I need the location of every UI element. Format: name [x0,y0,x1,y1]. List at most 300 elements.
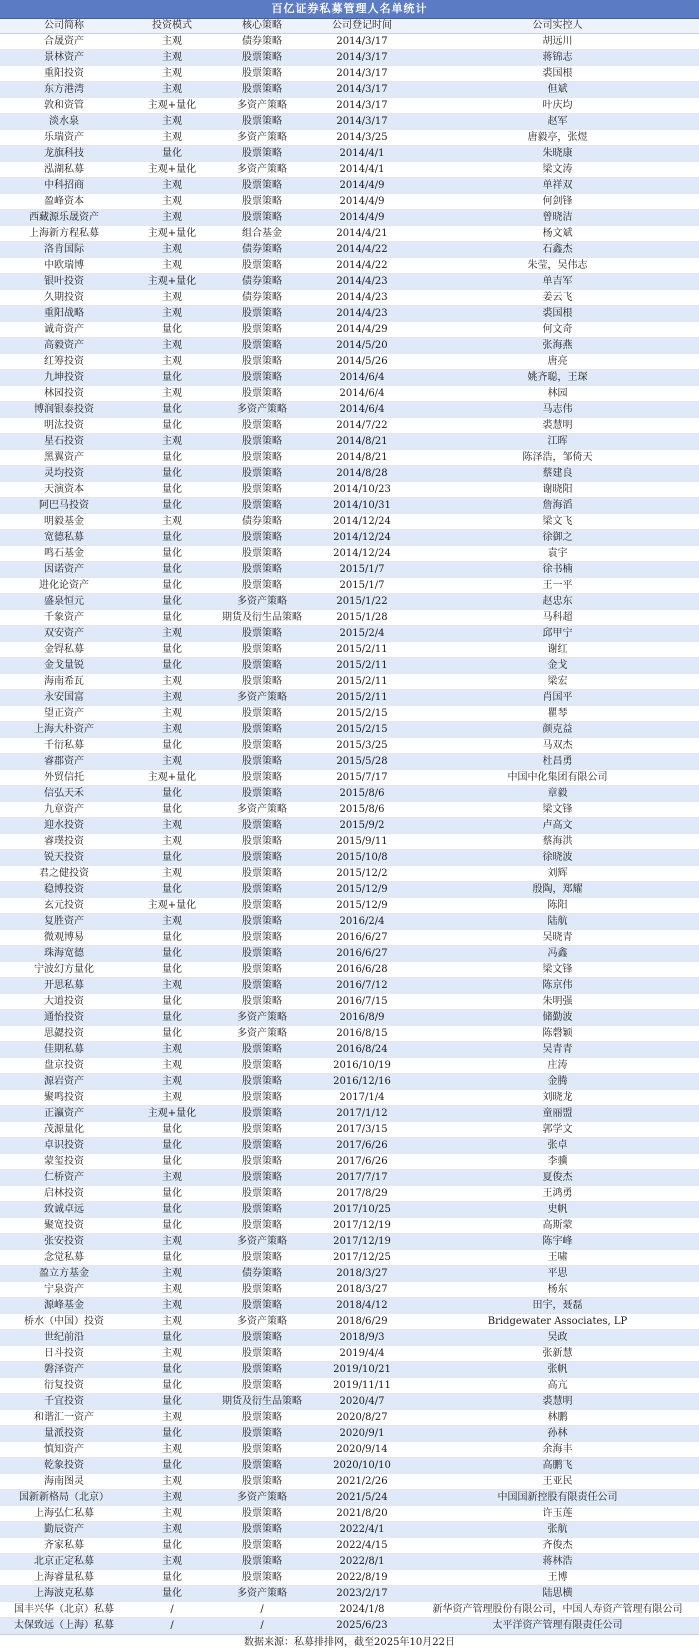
cell-controller: 余海丰 [416,1442,699,1458]
table-row [0,754,699,770]
table-row [0,1074,699,1090]
cell-company: 衍复投资 [0,1378,128,1394]
table-row [0,866,699,882]
cell-company: 乾象投资 [0,1458,128,1474]
cell-strategy: 债券策略 [216,34,308,50]
cell-mode: 主观 [128,1490,216,1506]
table-row [0,498,699,514]
table-row [0,962,699,978]
cell-controller: 王亚民 [416,1474,699,1490]
table-row [0,898,699,914]
cell-mode: 主观 [128,434,216,450]
cell-controller: 张海燕 [416,338,699,354]
table-row [0,1586,699,1602]
cell-controller: 高鹏飞 [416,1458,699,1474]
cell-mode: 量化 [128,1202,216,1218]
cell-controller: 许玉莲 [416,1506,699,1522]
cell-mode: 主观 [128,1090,216,1106]
cell-strategy: 股票策略 [216,658,308,674]
table-row [0,690,699,706]
table-row [0,130,699,146]
cell-mode: 主观 [128,258,216,274]
cell-reg-date: 2014/10/31 [308,498,416,514]
table-row [0,1010,699,1026]
cell-company: 盈立方基金 [0,1266,128,1282]
cell-company: 东方港湾 [0,82,128,98]
cell-mode: / [128,1618,216,1634]
cell-strategy: 股票策略 [216,786,308,802]
cell-controller: 肖国平 [416,690,699,706]
cell-mode: 量化 [128,1026,216,1042]
cell-controller: 中国中化集团有限公司 [416,770,699,786]
cell-controller: 陈阳 [416,898,699,914]
table-row [0,386,699,402]
cell-reg-date: 2014/6/4 [308,370,416,386]
cell-mode: 量化 [128,1154,216,1170]
cell-controller: 冯鑫 [416,946,699,962]
cell-mode: 主观 [128,1282,216,1298]
table-row [0,1234,699,1250]
cell-controller: 张航 [416,1522,699,1538]
cell-company: 聚鸣投资 [0,1090,128,1106]
cell-controller: 徐晓波 [416,850,699,866]
table-row [0,66,699,82]
cell-controller: 刘辉 [416,866,699,882]
cell-company: 九坤投资 [0,370,128,386]
cell-company: 中科招商 [0,178,128,194]
cell-reg-date: 2017/12/19 [308,1234,416,1250]
cell-company: 天演资本 [0,482,128,498]
cell-mode: 主观 [128,1410,216,1426]
table-row [0,1330,699,1346]
cell-company: 因诺资产 [0,562,128,578]
col-header-reg-date: 公司登记时间 [308,19,416,34]
cell-controller: 郭学文 [416,1122,699,1138]
cell-controller: 林园 [416,386,699,402]
cell-controller: 詹海滔 [416,498,699,514]
table-row [0,914,699,930]
cell-controller: 齐俊杰 [416,1538,699,1554]
cell-strategy: 股票策略 [216,1442,308,1458]
cell-controller: 朱莹，吴伟志 [416,258,699,274]
table-row [0,1474,699,1490]
table-row [0,98,699,114]
cell-reg-date: 2015/10/8 [308,850,416,866]
cell-strategy: 股票策略 [216,562,308,578]
cell-controller: 唐毅亭，张煜 [416,130,699,146]
cell-strategy: 股票策略 [216,178,308,194]
cell-mode: 量化 [128,370,216,386]
cell-company: 君之健投资 [0,866,128,882]
cell-company: 望正资产 [0,706,128,722]
cell-company: 睿郡资产 [0,754,128,770]
cell-controller: 吴政 [416,1330,699,1346]
cell-mode: 主观 [128,834,216,850]
table-row [0,1538,699,1554]
cell-reg-date: 2015/1/7 [308,578,416,594]
cell-mode: 量化 [128,786,216,802]
cell-reg-date: 2014/4/21 [308,226,416,242]
table-row [0,210,699,226]
cell-controller: 张帆 [416,1362,699,1378]
cell-company: 上海大朴资产 [0,722,128,738]
cell-strategy: 债券策略 [216,290,308,306]
cell-controller: 朱明强 [416,994,699,1010]
cell-controller: 金戈 [416,658,699,674]
table-row [0,1122,699,1138]
cell-reg-date: 2014/3/17 [308,50,416,66]
cell-reg-date: 2014/4/23 [308,290,416,306]
cell-controller: 谢晓阳 [416,482,699,498]
cell-strategy: 股票策略 [216,578,308,594]
cell-company: 国新新格局（北京） [0,1490,128,1506]
cell-company: 国丰兴华（北京）私募 [0,1602,128,1618]
cell-company: 珠海宽德 [0,946,128,962]
table-row [0,642,699,658]
cell-controller: 张新慧 [416,1346,699,1362]
table-row [0,1410,699,1426]
cell-strategy: 股票策略 [216,898,308,914]
cell-reg-date: 2014/10/23 [308,482,416,498]
cell-company: 盘京投资 [0,1058,128,1074]
cell-controller: 杨东 [416,1282,699,1298]
table-row [0,1298,699,1314]
table-row [0,946,699,962]
cell-company: 海南图灵 [0,1474,128,1490]
cell-reg-date: 2016/8/24 [308,1042,416,1058]
cell-mode: 主观 [128,1298,216,1314]
cell-strategy: 股票策略 [216,1138,308,1154]
table-row [0,994,699,1010]
cell-strategy: 股票策略 [216,114,308,130]
cell-mode: 主观 [128,82,216,98]
table-row [0,226,699,242]
cell-mode: 量化 [128,578,216,594]
table-row [0,1442,699,1458]
table-row [0,818,699,834]
cell-strategy: 股票策略 [216,322,308,338]
cell-company: 金锝私募 [0,642,128,658]
table-row [0,1570,699,1586]
cell-mode: 量化 [128,642,216,658]
cell-reg-date: 2014/4/29 [308,322,416,338]
cell-controller: 赵军 [416,114,699,130]
cell-reg-date: 2015/1/7 [308,562,416,578]
cell-strategy: 股票策略 [216,1362,308,1378]
cell-mode: 量化 [128,1426,216,1442]
cell-reg-date: 2022/4/15 [308,1538,416,1554]
cell-company: 双安资产 [0,626,128,642]
cell-mode: 量化 [128,1458,216,1474]
cell-mode: 量化 [128,1586,216,1602]
cell-reg-date: 2014/3/17 [308,34,416,50]
cell-company: 上海弘仁私募 [0,1506,128,1522]
cell-company: 盛泉恒元 [0,594,128,610]
cell-strategy: 股票策略 [216,962,308,978]
cell-controller: 陈泽浩，邹倚天 [416,450,699,466]
cell-controller: 王啸 [416,1250,699,1266]
cell-strategy: 股票策略 [216,1250,308,1266]
cell-controller: 蔡海洪 [416,834,699,850]
cell-company: 玄元投资 [0,898,128,914]
cell-reg-date: 2022/8/19 [308,1570,416,1586]
cell-controller: 李骥 [416,1154,699,1170]
cell-mode: 主观 [128,866,216,882]
cell-controller: 章毅 [416,786,699,802]
table-row [0,530,699,546]
cell-strategy: 股票策略 [216,434,308,450]
cell-mode: 量化 [128,1394,216,1410]
cell-mode: 量化 [128,1378,216,1394]
table-row [0,1186,699,1202]
table-row [0,34,699,50]
cell-mode: 量化 [128,402,216,418]
cell-company: 龙旗科技 [0,146,128,162]
table-row [0,738,699,754]
cell-reg-date: 2023/2/17 [308,1586,416,1602]
cell-reg-date: 2017/6/26 [308,1154,416,1170]
cell-company: 正瀛资产 [0,1106,128,1122]
cell-mode: 主观 [128,354,216,370]
cell-strategy: 多资产策略 [216,802,308,818]
cell-controller: 唐亮 [416,354,699,370]
cell-reg-date: 2015/12/2 [308,866,416,882]
cell-strategy: 股票策略 [216,674,308,690]
cell-mode: 主观 [128,50,216,66]
cell-strategy: 股票策略 [216,194,308,210]
cell-controller: 石鑫杰 [416,242,699,258]
cell-company: 佳期私募 [0,1042,128,1058]
cell-controller: 单吉军 [416,274,699,290]
cell-company: 稳博投资 [0,882,128,898]
table-row [0,290,699,306]
cell-reg-date: 2014/5/26 [308,354,416,370]
cell-mode: 量化 [128,1186,216,1202]
table-row [0,1282,699,1298]
cell-reg-date: 2015/1/22 [308,594,416,610]
table-row [0,1202,699,1218]
cell-strategy: 多资产策略 [216,130,308,146]
table-row [0,258,699,274]
table-row [0,418,699,434]
cell-company: 慎知资产 [0,1442,128,1458]
cell-mode: 主观 [128,34,216,50]
cell-reg-date: 2016/7/12 [308,978,416,994]
cell-reg-date: 2020/8/27 [308,1410,416,1426]
cell-company: 重阳战略 [0,306,128,322]
cell-company: 重阳投资 [0,66,128,82]
cell-controller: 裘慧明 [416,418,699,434]
cell-mode: 主观 [128,754,216,770]
cell-reg-date: 2014/3/25 [308,130,416,146]
table-row [0,338,699,354]
cell-reg-date: 2017/12/25 [308,1250,416,1266]
cell-company: 博润银泰投资 [0,402,128,418]
table-row [0,1026,699,1042]
cell-controller: 裘慧明 [416,1394,699,1410]
cell-reg-date: 2025/6/23 [308,1618,416,1634]
cell-reg-date: 2021/5/24 [308,1490,416,1506]
cell-reg-date: 2014/4/23 [308,274,416,290]
cell-reg-date: 2014/4/22 [308,242,416,258]
cell-strategy: 股票策略 [216,946,308,962]
cell-mode: 主观+量化 [128,226,216,242]
cell-reg-date: 2016/6/27 [308,930,416,946]
cell-company: 盈峰资本 [0,194,128,210]
cell-strategy: 多资产策略 [216,690,308,706]
cell-reg-date: 2020/10/10 [308,1458,416,1474]
cell-strategy: 股票策略 [216,66,308,82]
table-row [0,978,699,994]
cell-controller: 陈磬颖 [416,1026,699,1042]
cell-company: 仁桥资产 [0,1170,128,1186]
cell-company: 通怡投资 [0,1010,128,1026]
cell-controller: 卢高文 [416,818,699,834]
cell-strategy: 期货及衍生品策略 [216,1394,308,1410]
table-row [0,82,699,98]
cell-strategy: 股票策略 [216,1378,308,1394]
cell-controller: 储勤波 [416,1010,699,1026]
cell-mode: 主观 [128,194,216,210]
table-row [0,882,699,898]
cell-company: 启林投资 [0,1186,128,1202]
cell-strategy: 股票策略 [216,530,308,546]
table-row [0,306,699,322]
cell-strategy: 股票策略 [216,1298,308,1314]
cell-controller: 孙林 [416,1426,699,1442]
cell-reg-date: 2016/6/27 [308,946,416,962]
cell-controller: 陆思横 [416,1586,699,1602]
cell-reg-date: 2017/7/17 [308,1170,416,1186]
table-row [0,1266,699,1282]
cell-mode: 主观 [128,290,216,306]
cell-strategy: 股票策略 [216,914,308,930]
cell-company: 外贸信托 [0,770,128,786]
cell-reg-date: 2016/7/15 [308,994,416,1010]
cell-strategy: 股票策略 [216,1186,308,1202]
cell-controller: 吴晓青 [416,930,699,946]
table-row [0,50,699,66]
cell-mode: 主观 [128,178,216,194]
cell-strategy: 股票策略 [216,754,308,770]
cell-mode: 量化 [128,146,216,162]
cell-strategy: 股票策略 [216,386,308,402]
cell-reg-date: 2014/4/1 [308,146,416,162]
col-header-mode: 投资模式 [128,19,216,34]
cell-controller: 陈宇峰 [416,1234,699,1250]
cell-reg-date: 2019/10/21 [308,1362,416,1378]
page-title: 百亿证券私募管理人名单统计 [0,0,699,19]
cell-strategy: 股票策略 [216,1506,308,1522]
cell-reg-date: 2015/2/11 [308,642,416,658]
table-row [0,1058,699,1074]
cell-strategy: 股票策略 [216,210,308,226]
cell-mode: 量化 [128,1250,216,1266]
cell-strategy: 股票策略 [216,1154,308,1170]
table-row [0,930,699,946]
table-row [0,194,699,210]
cell-company: 上海新方程私募 [0,226,128,242]
table-row [0,1218,699,1234]
cell-mode: 量化 [128,1218,216,1234]
cell-company: 金戈量锐 [0,658,128,674]
cell-company: 九章资产 [0,802,128,818]
cell-strategy: 多资产策略 [216,162,308,178]
cell-controller: 陈京伟 [416,978,699,994]
table-row [0,770,699,786]
cell-mode: 主观 [128,1314,216,1330]
cell-company: 信弘天禾 [0,786,128,802]
cell-strategy: 债券策略 [216,274,308,290]
cell-mode: 主观 [128,722,216,738]
cell-mode: 量化 [128,482,216,498]
cell-strategy: 股票策略 [216,82,308,98]
cell-controller: 中国国新控股有限责任公司 [416,1490,699,1506]
cell-mode: 量化 [128,322,216,338]
cell-mode: 主观 [128,1346,216,1362]
cell-mode: 量化 [128,930,216,946]
cell-reg-date: 2014/4/9 [308,210,416,226]
cell-company: 蒙玺投资 [0,1154,128,1170]
cell-company: 泓湖私募 [0,162,128,178]
table-row [0,402,699,418]
cell-company: 中欧瑞博 [0,258,128,274]
cell-controller: 曾晓洁 [416,210,699,226]
table-row [0,162,699,178]
cell-mode: 主观 [128,674,216,690]
cell-controller: 朱晓康 [416,146,699,162]
cell-mode: 主观 [128,1554,216,1570]
cell-company: 千衍私募 [0,738,128,754]
cell-reg-date: 2016/12/16 [308,1074,416,1090]
cell-controller: 瞿琴 [416,706,699,722]
table-row [0,1426,699,1442]
cell-reg-date: 2018/6/29 [308,1314,416,1330]
cell-company: 开思私募 [0,978,128,994]
cell-strategy: 期货及衍生品策略 [216,610,308,626]
table-row [0,1506,699,1522]
cell-reg-date: 2016/8/9 [308,1010,416,1026]
cell-mode: 量化 [128,450,216,466]
cell-company: 星石投资 [0,434,128,450]
cell-company: 睿璞投资 [0,834,128,850]
cell-reg-date: 2015/5/28 [308,754,416,770]
cell-strategy: 股票策略 [216,146,308,162]
cell-company: 量派投资 [0,1426,128,1442]
table-row [0,1314,699,1330]
cell-company: 聚宽投资 [0,1218,128,1234]
cell-company: 致诚卓远 [0,1202,128,1218]
table-body [0,34,699,1634]
cell-controller: 梁文锋 [416,962,699,978]
table-row [0,322,699,338]
cell-reg-date: 2021/8/20 [308,1506,416,1522]
table-row [0,1106,699,1122]
cell-reg-date: 2019/4/4 [308,1346,416,1362]
table-row [0,1346,699,1362]
cell-strategy: 股票策略 [216,418,308,434]
cell-mode: 量化 [128,738,216,754]
table-row [0,674,699,690]
cell-strategy: 股票策略 [216,1410,308,1426]
cell-reg-date: 2016/6/28 [308,962,416,978]
cell-mode: 主观 [128,1506,216,1522]
cell-company: 日斗投资 [0,1346,128,1362]
cell-mode: 主观+量化 [128,1106,216,1122]
cell-strategy: 股票策略 [216,450,308,466]
cell-company: 宁波幻方量化 [0,962,128,978]
cell-strategy: 股票策略 [216,1202,308,1218]
